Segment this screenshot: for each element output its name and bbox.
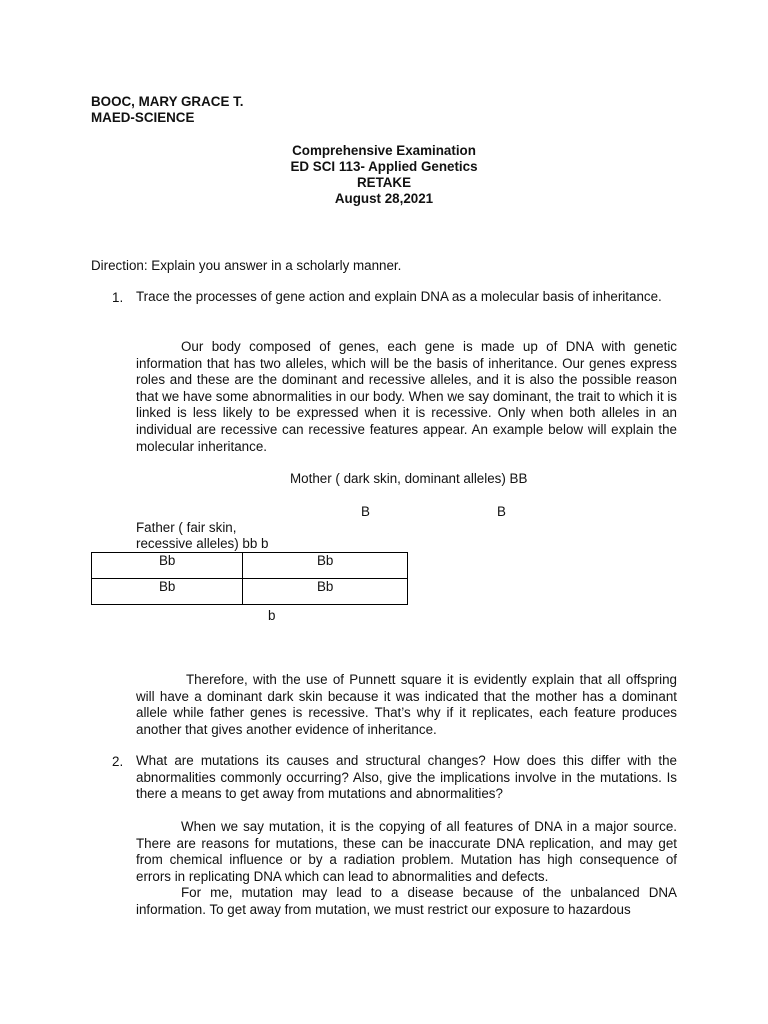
punnett-cell: Bb <box>92 579 243 605</box>
punnett-cell: Bb <box>92 553 243 579</box>
punnett-father-label-1: Father ( fair skin, <box>136 520 237 535</box>
q2-number: 2. <box>112 754 124 769</box>
punnett-mother-allele-1: B <box>361 504 370 519</box>
punnett-row <box>92 553 408 579</box>
punnett-mother-allele-2: B <box>497 504 506 519</box>
punnett-cell: Bb <box>243 579 408 605</box>
q2-answer-p2: For me, mutation may lead to a disease because of the unbalanced DNA information. To get away from mutation, we must restrict our exposure to hazardous <box>136 885 677 917</box>
exam-date: August 28,2021 <box>334 191 434 206</box>
punnett-father-label-2: recessive alleles) bb b <box>136 536 269 551</box>
punnett-row <box>92 579 408 605</box>
punnett-mother-label: Mother ( dark skin, dominant alleles) BB <box>290 471 528 486</box>
q1-question: Trace the processes of gene action and explain DNA as a molecular basis of inheritance. <box>136 289 662 304</box>
q2-question: What are mutations its causes and structural changes? How does this differ with the abnormalities commonly occurring? Also, give the implications involve in the mutations. Is there a means to get away from mutations and abnormalities? <box>136 753 677 802</box>
q1-conclusion: Therefore, with the use of Punnett square it is evidently explain that all offspring will have a dominant dark skin because it was indicated that the mother has a dominant allele while father genes is recessive. That’s why if it replicates, each feature produces another that gives another evidence of inheritance. <box>136 672 677 737</box>
punnett-square <box>91 552 408 605</box>
retake-label: RETAKE <box>356 175 412 190</box>
course-title: ED SCI 113- Applied Genetics <box>290 159 478 174</box>
student-name: BOOC, MARY GRACE T. <box>91 94 244 109</box>
q1-answer: Our body composed of genes, each gene is made up of DNA with genetic information that has two alleles, which will be the basis of inheritance. Our genes express roles and these are the dominant and recessive alleles, and it is also the possible reason that we have some abnormalities in our body. When we say dominant, the trait to which it is linked is less likely to be expressed when it is recessive. Only when both alleles in an individual are recessive can recessive features appear. An example below will explain the molecular inheritance. <box>136 339 677 454</box>
q2-answer-p1: When we say mutation, it is the copying of all features of DNA in a major source. There are reasons for mutations, these can be inaccurate DNA replication, and may get from chemical influence or by a radiation problem. Mutation has high consequence of errors in replicating DNA which can lead to abnormalities and defects. <box>136 819 677 884</box>
punnett-father-allele-2: b <box>268 608 276 623</box>
punnett-cell: Bb <box>243 553 408 579</box>
direction-text: Direction: Explain you answer in a scholarly manner. <box>91 258 402 273</box>
exam-title: Comprehensive Examination <box>292 143 476 158</box>
q1-number: 1. <box>112 290 124 305</box>
student-program: MAED-SCIENCE <box>91 110 195 125</box>
